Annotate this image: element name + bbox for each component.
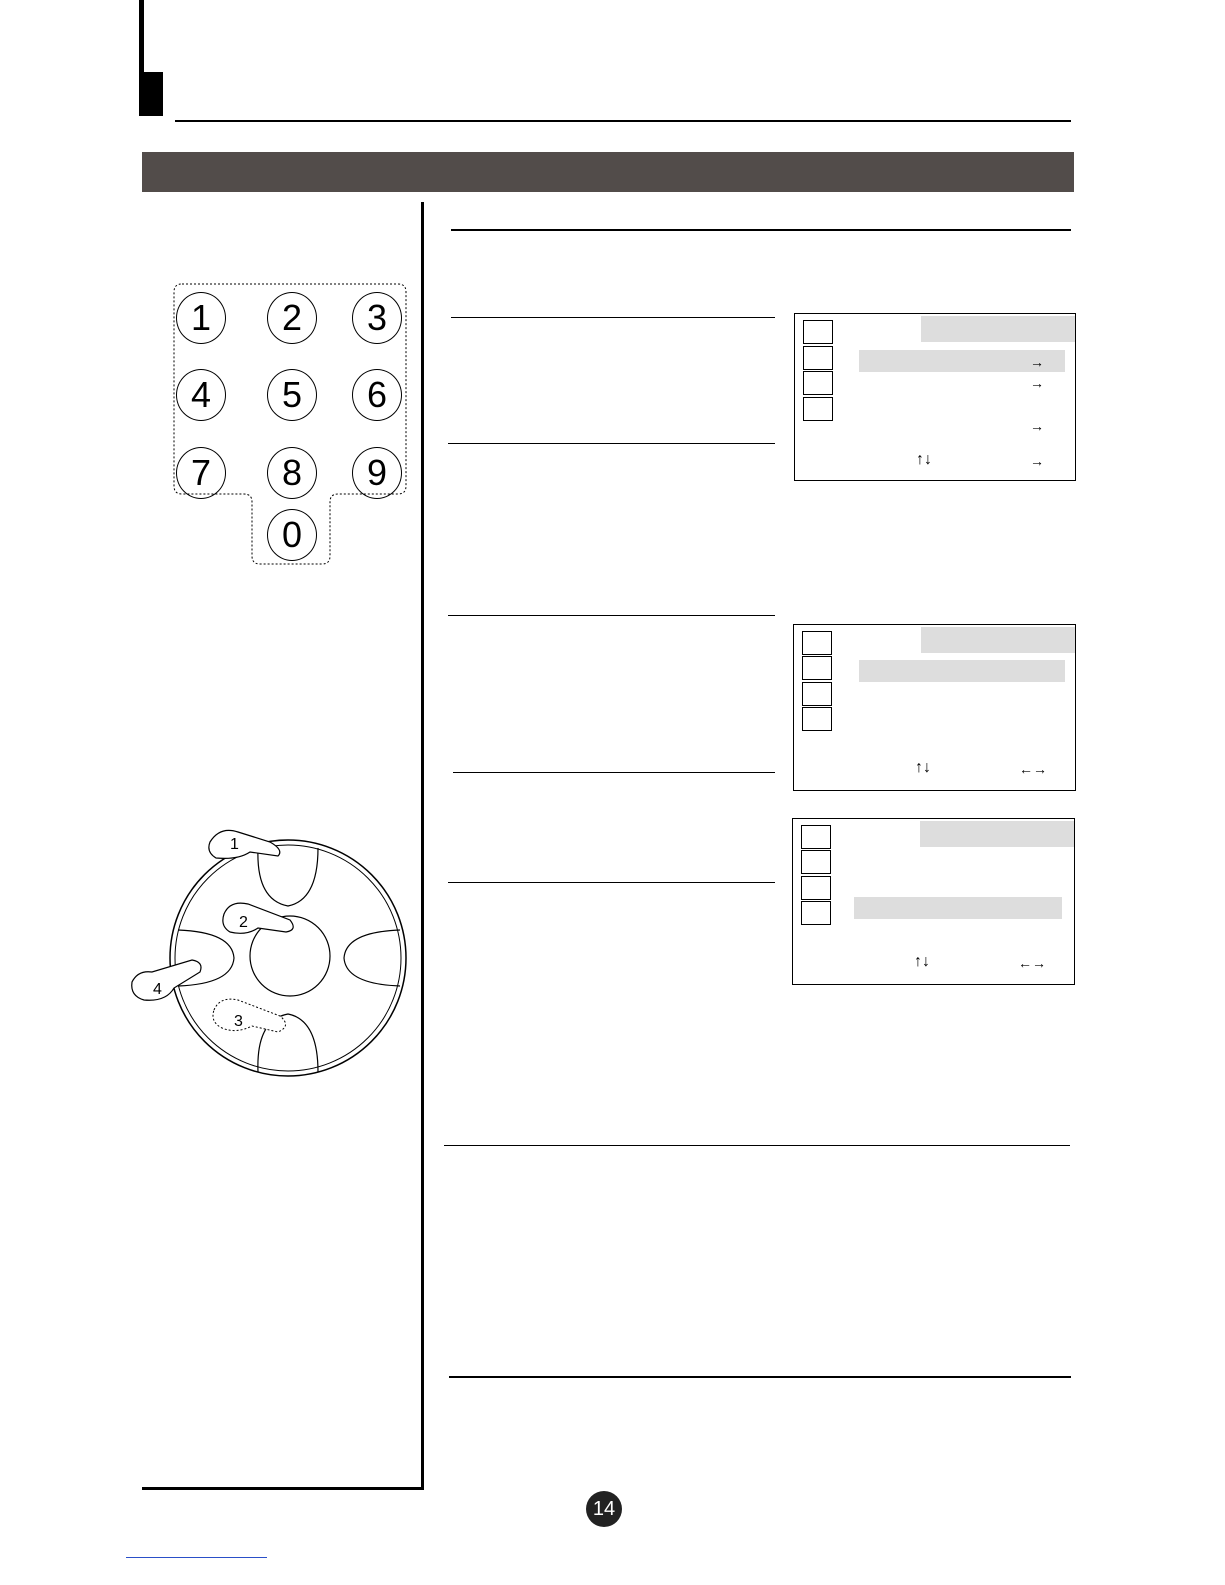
osd-menu-1 xyxy=(794,313,1076,481)
osd-title-bar xyxy=(920,821,1074,847)
right-rule-5 xyxy=(453,772,775,773)
right-arrow-icon: → xyxy=(1030,418,1044,434)
up-down-icon: ↑↓ xyxy=(915,759,931,776)
osd-title-bar xyxy=(921,627,1075,653)
right-rule-3 xyxy=(448,443,775,444)
right-arrow-icon: → xyxy=(1030,375,1044,391)
up-down-icon: ↑↓ xyxy=(916,451,932,468)
features-icon xyxy=(801,876,831,900)
keypad-key-8[interactable]: 8 xyxy=(267,447,317,499)
bottom-left-rule xyxy=(142,1487,424,1490)
keypad-key-3[interactable]: 3 xyxy=(352,292,402,344)
osd-menu-2 xyxy=(793,624,1076,791)
osd-highlight-row xyxy=(859,660,1065,682)
setup-icon xyxy=(803,397,833,421)
picture-icon xyxy=(802,631,832,655)
picture-icon xyxy=(803,320,833,344)
keypad-key-5[interactable]: 5 xyxy=(267,369,317,421)
sound-icon xyxy=(803,346,833,370)
keypad-key-4[interactable]: 4 xyxy=(176,369,226,421)
keypad-key-1[interactable]: 1 xyxy=(176,292,226,344)
joystick-step-1: 1 xyxy=(230,836,239,853)
features-icon xyxy=(803,371,833,395)
right-rule-1 xyxy=(451,229,1071,231)
osd-menu-3 xyxy=(792,818,1075,985)
right-rule-8 xyxy=(449,1376,1071,1378)
up-down-icon: ↑↓ xyxy=(914,953,930,970)
picture-icon xyxy=(801,825,831,849)
right-arrow-icon: → xyxy=(1030,354,1044,370)
joystick-step-2: 2 xyxy=(239,914,248,931)
keypad-key-9[interactable]: 9 xyxy=(352,447,402,499)
keypad-key-6[interactable]: 6 xyxy=(352,369,402,421)
keypad-key-0[interactable]: 0 xyxy=(267,509,317,561)
sound-icon xyxy=(801,850,831,874)
column-divider xyxy=(421,202,424,1490)
page-number-badge: 14 xyxy=(586,1491,622,1527)
setup-icon xyxy=(802,707,832,731)
page-tab-block xyxy=(139,72,163,116)
section-header-band xyxy=(142,152,1074,192)
features-icon xyxy=(802,682,832,706)
joystick-illustration xyxy=(120,820,420,1090)
joystick-step-4: 4 xyxy=(153,981,162,998)
osd-title-bar xyxy=(921,316,1075,342)
joystick-step-3: 3 xyxy=(234,1013,243,1030)
right-rule-7 xyxy=(444,1145,1070,1146)
right-rule-4 xyxy=(448,615,775,616)
right-rule-2 xyxy=(451,317,775,318)
setup-icon xyxy=(801,901,831,925)
left-right-icon: ←→ xyxy=(1019,761,1047,777)
right-arrow-icon: → xyxy=(1030,453,1044,469)
top-rule xyxy=(175,120,1071,122)
link-underline xyxy=(126,1557,267,1558)
keypad-key-7[interactable]: 7 xyxy=(176,447,226,499)
left-right-icon: ←→ xyxy=(1018,955,1046,971)
sound-icon xyxy=(802,656,832,680)
right-rule-6 xyxy=(448,882,775,883)
osd-highlight-row xyxy=(854,897,1062,919)
keypad-key-2[interactable]: 2 xyxy=(267,292,317,344)
